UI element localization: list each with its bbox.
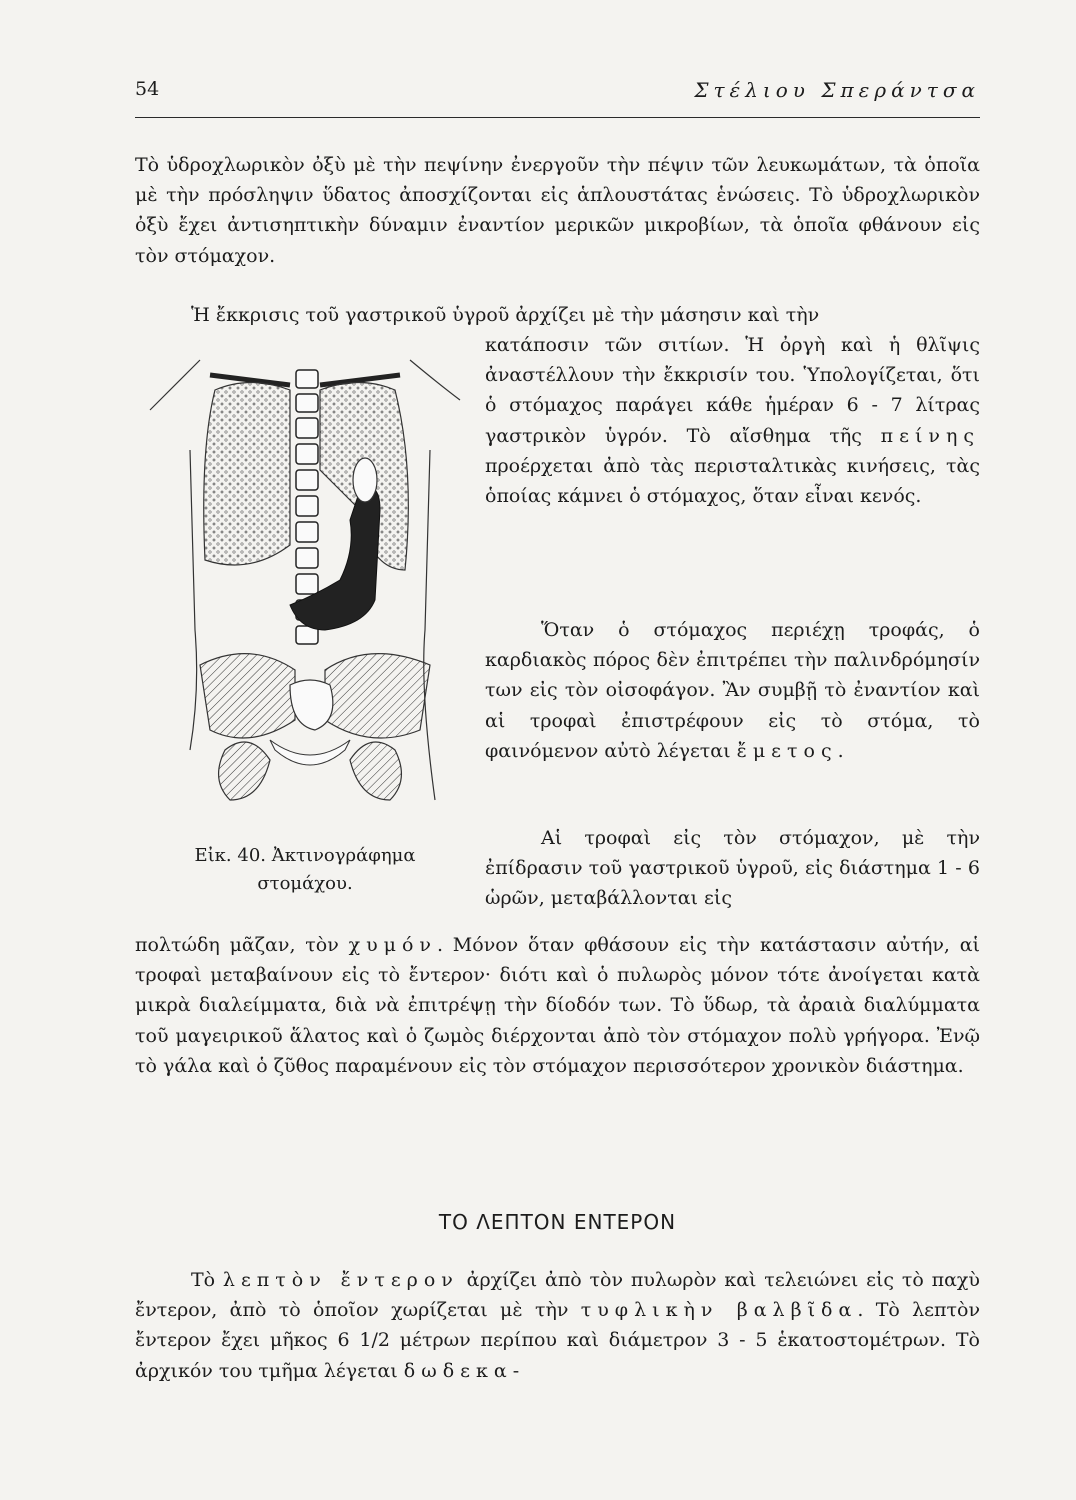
paragraph-secretion-first-line (135, 300, 980, 330)
lung-left (204, 383, 290, 566)
sacrum (290, 680, 333, 730)
pubic-arch (270, 740, 350, 765)
paragraph-hydrochloric-acid (135, 150, 980, 271)
page-header (135, 78, 980, 108)
stomach-xray-figure (140, 330, 470, 830)
paragraph-text: Ἡ ἔκκρισις τοῦ γαστρικοῦ ὑγροῦ ἀρχίζει μὲ τὴν μάσησιν καὶ τὴν (191, 304, 820, 326)
paragraph-small-intestine (135, 1265, 980, 1386)
paragraph-chyme-start (485, 823, 980, 914)
header-rule (135, 117, 980, 118)
paragraph-text: . (837, 739, 844, 762)
paragraph-secretion (485, 330, 980, 511)
femur-head-right (350, 742, 401, 800)
page-number: 54 (135, 78, 160, 100)
running-head: Στέλιου Σπεράντσα (694, 78, 980, 102)
stomach-gas-bubble (353, 458, 377, 502)
caption-line: στομάχου. (257, 873, 353, 894)
section-heading: ΤΟ ΛΕΠΤΟΝ ΕΝΤΕΡΟΝ (438, 1210, 677, 1234)
paragraph-vomiting (485, 615, 980, 766)
paragraph-text: Τὸ (191, 1269, 223, 1291)
emphasized-term: ἔμετος (736, 739, 838, 762)
femur-head-left (219, 742, 270, 800)
figure-caption (140, 842, 470, 898)
paragraph-text: Αἱ τροφαὶ εἰς τὸν στόμαχον, μὲ τὴν ἐπίδρασιν τοῦ γαστρικοῦ ὑγροῦ, εἰς διάστημα 1 - 6 ὡρῶν, μεταβάλλονται εἰς (485, 827, 980, 910)
paragraph-text: Ὅταν ὁ στόμαχος περιέχῃ τροφάς, ὁ καρδιακὸς πόρος δὲν ἐπιτρέπει τὴν παλινδρόμησίν των εἰς τὸν οἰσοφάγον. Ἂν συμβῇ τὸ ἐναντίον καὶ αἱ τροφαὶ ἐπιστρέφουν εἰς τὸ στόμα, τὸ φαινόμενον αὐτὸ λέγεται (485, 619, 980, 762)
emphasized-term: χυμόν (348, 934, 437, 956)
paragraph-text: . Μόνον ὅταν φθάσουν εἰς τὴν κατάστασιν αὐτήν, αἱ τροφαὶ μεταβαίνουν εἰς τὸ ἔντερον· διότι καὶ ὁ πυλωρὸς μόνον τότε ἀνοίγεται κατὰ μικρὰ διαλείμματα, διὰ νὰ ἐπιτρέψῃ τὴν δίοδόν των. Τὸ ὕδωρ, τὰ ἀραιὰ διαλύμματα τοῦ μαγειρικοῦ ἅλατος καὶ ὁ ζωμὸς διέρχονται ἀπὸ τὸν στόμαχον πολὺ γρήγορα. Ἐνῷ τὸ γάλα καὶ ὁ ζῦθος παραμένουν εἰς τὸν στόμαχον περισσότερον χρονικὸν διάστημα. (135, 934, 981, 1077)
emphasized-term: λεπτὸν ἔντερον (222, 1269, 459, 1291)
body-side-right (424, 450, 435, 800)
paragraph-text: κατάποσιν τῶν σιτίων. Ἡ ὀργὴ καὶ ἡ θλῖψις ἀναστέλλουν τὴν ἔκκρισίν του. Ὑπολογίζεται, ὅτι ὁ στόμαχος παράγει κάθε ἡμέραν 6 - 7 λίτρας γαστρικὸν ὑγρόν. Τὸ αἴσθημα τῆς (485, 334, 980, 447)
pelvis-right (325, 654, 430, 738)
paragraph-text: Τὸ ὑδροχλωρικὸν ὀξὺ μὲ τὴν πεψίνην ἐνεργοῦν τὴν πέψιν τῶν λευκωμάτων, τὰ ὁποῖα μὲ τὴν πρόσληψιν ὕδατος ἀποσχίζονται εἰς ἁπλουστάτας ἑνώσεις. Τὸ ὑδροχλωρικὸν ὀξὺ ἔχει ἀντισηπτικὴν δύναμιν ἐναντίον μερικῶν μικροβίων, τὰ ὁποῖα φθάνουν εἰς τὸν στόμαχον. (135, 154, 980, 267)
paragraph-text: . Τὸ λεπτὸν ἔντερον ἔχει μῆκος 6 1/2 μέτρων περίπου καὶ διάμετρον 3 - 5 ἑκατοστομέτρων. Τὸ ἀρχικόν του τμῆμα λέγεται (135, 1299, 981, 1382)
emphasized-term: τυφλικὴν βαλβῖδα (580, 1299, 858, 1322)
caption-line: Εἰκ. 40. Ἀκτινογράφημα (194, 845, 416, 866)
body-outline-right (410, 360, 460, 400)
xray-illustration (140, 330, 470, 830)
body-side-left (190, 450, 197, 750)
paragraph-text: πολτώδη μᾶζαν, τὸν (135, 934, 349, 956)
pelvis-left (200, 654, 295, 738)
body-outline-left (150, 360, 200, 410)
paragraph-text: ἀρχίζει ἀπὸ τὸν πυλωρὸν καὶ τελειώνει εἰς τὸ παχὺ ἔντερον, ἀπὸ τὸ ὁποῖον χωρίζεται μὲ τὴν (135, 1269, 980, 1322)
emphasized-term: πείνης (880, 424, 980, 447)
emphasized-term: δωδεκα- (403, 1359, 526, 1382)
paragraph-chyme (135, 930, 980, 1081)
paragraph-text: προέρχεται ἀπὸ τὰς περισταλτικὰς κινήσεις, τὰς ὁποίας κάμνει ὁ στόμαχος, ὅταν εἶναι κενός. (485, 454, 980, 508)
